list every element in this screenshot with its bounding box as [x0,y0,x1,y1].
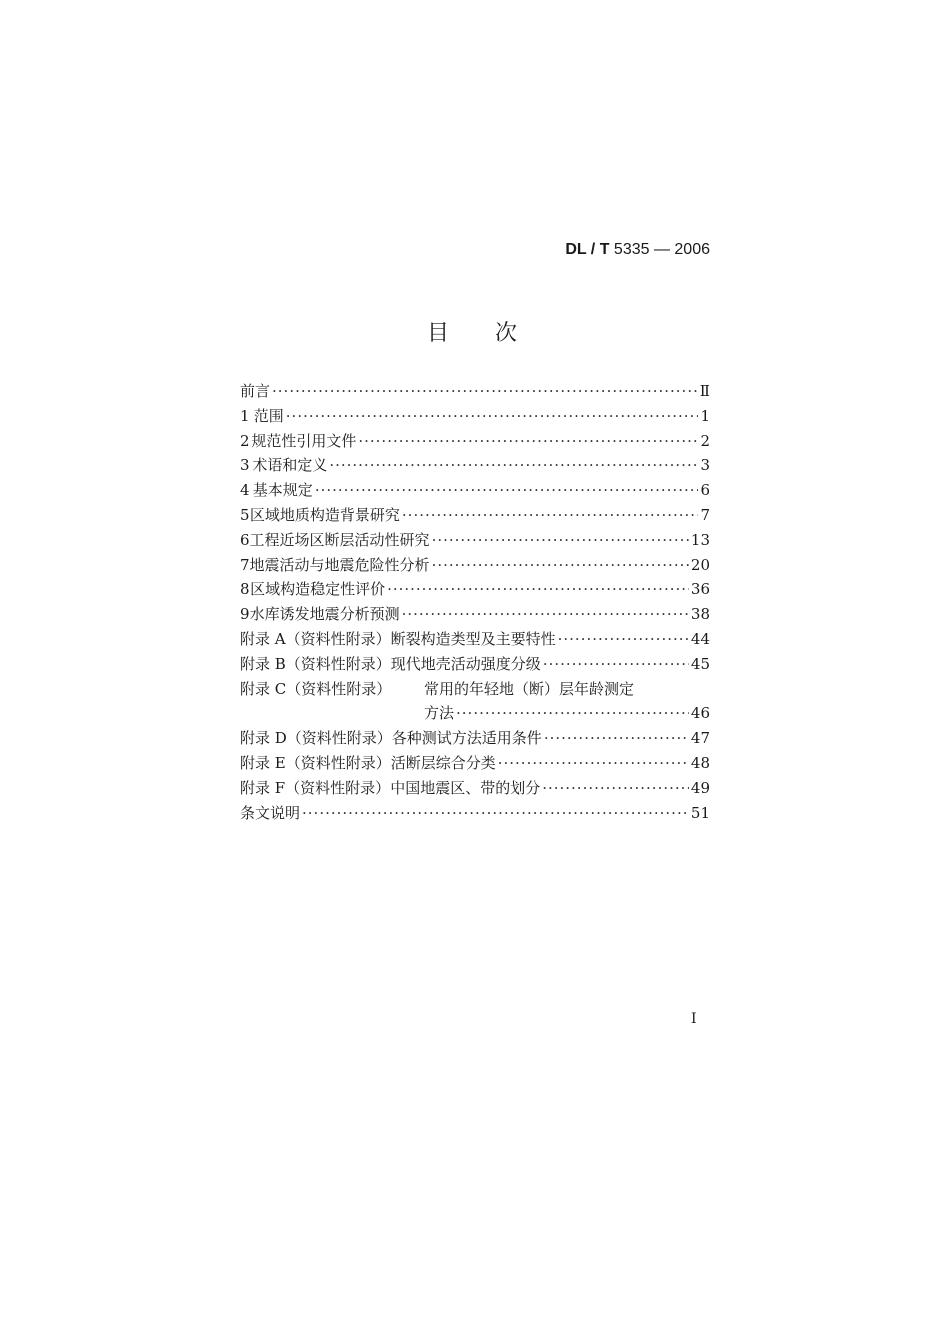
toc-entry-label: 区域构造稳定性评价 [250,580,386,599]
appendix-label: 现代地壳活动强度分级 [390,654,541,673]
toc-entry-label: 水库诱发地震分析预测 [249,605,400,624]
standard-code-number: 5335 — 2006 [613,241,710,258]
toc-entry-page: 51 [690,803,710,822]
toc-entry-1[interactable] [240,404,710,429]
toc-leader-dots [272,379,698,404]
page-number: I [691,1011,697,1027]
toc-leader-dots [358,429,698,454]
toc-leader-dots [543,652,689,677]
appendix-prefix: 附录 D（资料性附录） [240,729,392,748]
toc-entry-page: 49 [690,778,710,797]
toc-entry-page: 3 [700,456,710,475]
toc-entry-explanation[interactable] [240,801,710,826]
appendix-label: 活断层综合分类 [390,753,496,772]
toc-leader-dots [542,776,689,801]
toc-entry-label: 地震活动与地震危险性分析 [249,555,430,574]
toc-entry-4[interactable] [240,478,710,503]
toc-entry-label: 规范性引用文件 [251,431,357,450]
page-title: 目次 [426,321,563,346]
toc-entry-page: 48 [690,753,710,772]
toc-entry-3[interactable] [240,453,710,478]
toc-entry-page: 13 [690,530,710,549]
appendix-prefix: 附录 B（资料性附录） [240,654,391,673]
toc-leader-dots [432,528,689,553]
toc-entry-label: 区域地质构造背景研究 [249,505,400,524]
toc-leader-dots [315,478,699,503]
appendix-prefix: 附录 E（资料性附录） [240,753,391,772]
toc-leader-dots [286,404,699,429]
toc-entry-label: 范围 [253,406,284,425]
toc-entry-number: 9 [240,605,250,624]
appendix-prefix: 附录 C（资料性附录） [240,679,392,698]
toc-appendix-c-continued[interactable] [240,701,710,726]
toc-appendix-a[interactable] [240,627,710,652]
toc-entry-number: 7 [240,555,250,574]
standard-code [565,241,710,259]
toc-entry-page: 7 [700,505,710,524]
toc-entry-number: 3 [240,456,250,475]
toc-leader-dots [498,751,689,776]
toc-entry-7[interactable] [240,553,710,578]
toc-entry-label: 前言 [240,382,271,400]
toc-leader-dots [456,701,689,726]
appendix-label: 中国地震区、带的划分 [390,778,541,797]
toc-entry-number: 5 [240,505,250,524]
toc-entry-5[interactable] [240,503,710,528]
toc-leader-dots [432,553,689,578]
toc-entry-page: 2 [700,431,710,450]
toc-entry-6[interactable] [240,528,710,553]
toc-appendix-f[interactable] [240,776,710,801]
toc-leader-dots [302,801,689,826]
toc-leader-dots [544,726,689,751]
toc-entry-page: 38 [690,605,710,624]
toc-leader-dots [387,577,689,602]
toc-entry-9[interactable] [240,602,710,627]
appendix-prefix: 附录 F（资料性附录） [240,778,391,797]
toc-leader-dots [558,627,689,652]
toc-entry-2[interactable] [240,429,710,454]
toc-leader-dots [402,503,699,528]
toc-entry-page: 6 [700,481,710,500]
toc-entry-label: 基本规定 [252,481,313,500]
appendix-prefix: 附录 A（资料性附录） [240,629,391,648]
toc-entry-label: 术语和定义 [252,456,328,475]
toc-entry-number: 1 [240,406,250,425]
toc-entry-page: 47 [690,729,710,748]
toc-entry-8[interactable] [240,577,710,602]
toc-leader-dots [329,453,698,478]
standard-code-prefix: DL / T [565,241,610,258]
toc-entry-preface[interactable] [240,379,710,404]
toc-entry-number: 2 [240,431,250,450]
toc-entry-label: 工程近场区断层活动性研究 [249,530,430,549]
toc-leader-dots [402,602,689,627]
toc-entry-page: 20 [690,555,710,574]
toc-entry-page: 1 [700,406,710,425]
appendix-label: 各种测试方法适用条件 [391,729,542,748]
toc-entry-page: 46 [690,704,710,723]
toc-entry-number: 4 [240,481,250,500]
toc-entry-page: 45 [690,654,710,673]
toc-appendix-c[interactable] [240,677,710,702]
appendix-label-continued: 方法 [424,704,455,723]
toc-entry-page: 36 [690,580,710,599]
toc-appendix-e[interactable] [240,751,710,776]
toc-appendix-d[interactable] [240,726,710,751]
appendix-label: 常用的年轻地（断）层年龄测定 [424,679,635,698]
toc-entry-page: Ⅱ [699,382,710,400]
toc-entry-number: 8 [240,580,250,599]
toc-entry-page: 44 [690,629,710,648]
appendix-label: 断裂构造类型及主要特性 [390,629,556,648]
table-of-contents [240,379,710,825]
toc-entry-label: 条文说明 [240,803,301,822]
toc-appendix-b[interactable] [240,652,710,677]
toc-entry-number: 6 [240,530,250,549]
